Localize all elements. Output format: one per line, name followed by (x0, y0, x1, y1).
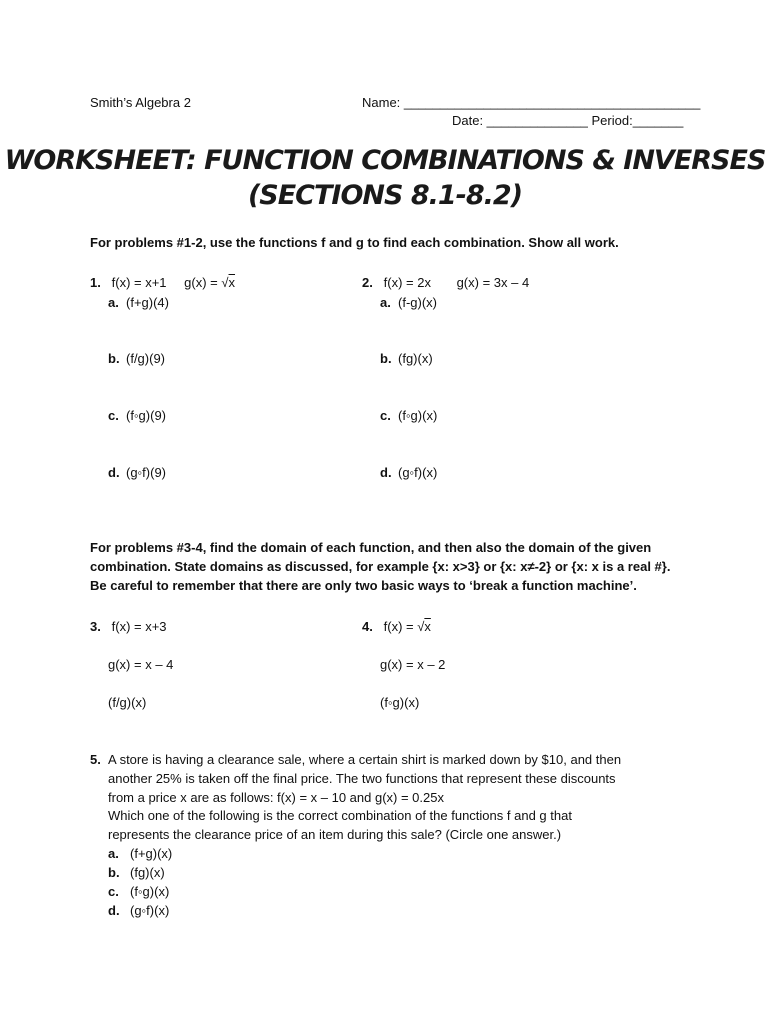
problem-5-line-3: from a price x are as follows: f(x) = x – 10 and g(x) = 0.25x (108, 790, 444, 805)
problem-5-option-a: a. (f+g)(x) (108, 846, 173, 861)
problem-5-option-b: b. (fg)(x) (108, 865, 165, 880)
instructions-2-line-1: For problems #3-4, find the domain of each function, and then also the domain of the given (90, 540, 652, 555)
problem-2-header (362, 275, 529, 290)
problem-3-g: g(x) = x – 4 (108, 657, 174, 672)
problem-1d: d. (g◦f)(9) (108, 465, 166, 480)
worksheet-title: WORKSHEET: FUNCTION COMBINATIONS & INVERSES (4, 145, 766, 176)
problem-3-combo: (f/g)(x) (108, 695, 147, 710)
problem-5-number: 5. (90, 752, 101, 767)
problem-5-option-c: c. (f◦g)(x) (108, 884, 170, 899)
problem-5-line-1: 5. A store is having a clearance sale, where a certain shirt is marked down by $10, and then (90, 752, 622, 767)
problem-2d: d. (g◦f)(x) (380, 465, 438, 480)
problem-2b: b. (fg)(x) (380, 351, 433, 366)
problem-5-line-5: represents the clearance price of an item during this sale? (Circle one answer.) (108, 827, 562, 842)
problem-2-number: 2. (362, 275, 373, 290)
problem-5-line-4: Which one of the following is the correct combination of the functions f and g that (108, 808, 572, 823)
problem-5-option-d: d. (g◦f)(x) (108, 903, 170, 918)
problem-2a: a. (f-g)(x) (380, 295, 437, 310)
instructions-2-line-3: Be careful to remember that there are only two basic ways to ‘break a function machine’. (90, 578, 637, 593)
instructions-1: For problems #1-2, use the functions f and g to find each combination. Show all work. (90, 235, 619, 250)
problem-4-g: g(x) = x – 2 (380, 657, 446, 672)
problem-1-header (90, 275, 235, 290)
problem-4-number: 4. (362, 619, 373, 634)
problem-5-line-2: another 25% is taken off the final price. The two functions that represent these discounts (108, 771, 616, 786)
problem-2-g: g(x) = 3x – 4 (456, 275, 530, 290)
instructions-2-line-2: combination. State domains as discussed, for example {x: x>3} or {x: x≠-2} or {x: x is a real #}. (90, 559, 671, 574)
problem-4-header (362, 619, 431, 634)
name-line: Name: _________________________________________ (362, 95, 701, 110)
problem-3-header (90, 619, 167, 634)
problem-1b: b. (f/g)(9) (108, 351, 165, 366)
date-period-line: Date: ______________ Period:_______ (452, 113, 684, 128)
problem-1-number: 1. (90, 275, 101, 290)
problem-4-combo: (f◦g)(x) (380, 695, 420, 710)
problem-2c: c. (f◦g)(x) (380, 408, 438, 423)
problem-3-f: f(x) = x+3 (111, 619, 167, 634)
problem-3-number: 3. (90, 619, 101, 634)
problem-2-f: f(x) = 2x (383, 275, 431, 290)
problem-1c: c. (f◦g)(9) (108, 408, 166, 423)
worksheet-subtitle: (SECTIONS 8.1-8.2) (247, 180, 523, 211)
problem-1-g-radicand: x (228, 275, 236, 290)
problem-1-f: f(x) = x+1 (111, 275, 167, 290)
problem-1a: a. (f+g)(4) (108, 295, 169, 310)
course-name: Smith’s Algebra 2 (90, 95, 191, 110)
problem-1-g-prefix: g(x) = √ (184, 275, 229, 290)
problem-4-f-prefix: f(x) = √ (383, 619, 425, 634)
problem-4-f-radicand: x (424, 619, 431, 634)
